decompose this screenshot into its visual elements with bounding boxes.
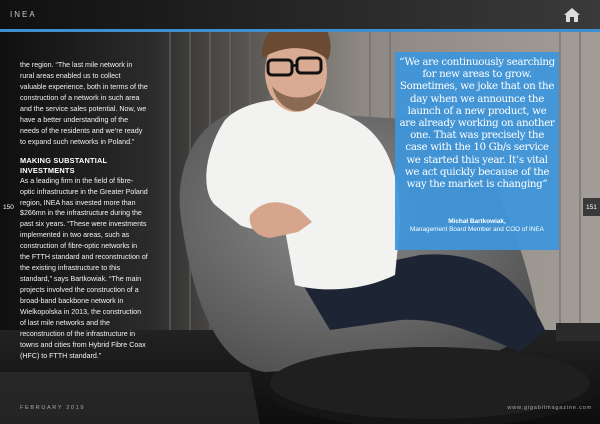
side-device bbox=[556, 323, 600, 341]
article-paragraph: the region. “The last mile network in rural areas enabled us to collect valuable experience, both in terms of the construction of a network in such area and the service sales potential. Now, we have a better understanding of the needs of the residents and we’re ready to expand such networks in Poland.” bbox=[20, 61, 148, 146]
article-paragraph: As a leading firm in the field of fibre-optic infrastructure in the Greater Poland region, INEA has invested more than $266mn in the infrastructure during the past six years. “These were investments implemented in two areas, such as construction of fibre-optic networks in the FTTH standard and reconstruction of the existing infrastructure to this standard,” says Bartkowiak. “The main projects involved the construction of a broad-band backbone network in Wielkopolska in 2013, the construction of last mile networks and the reconstruction of the infrastructure in towns and cities from Hybrid Fibre Coax (HFC) to FTTH standard.” bbox=[20, 176, 148, 360]
home-icon[interactable] bbox=[564, 8, 580, 22]
page-number-right: 151 bbox=[586, 204, 597, 211]
pull-quote-text: “We are continuously searching for new areas to grow. Sometimes, we joke that on the day when we announce the launch of a new product, we are already working on another one. That was precisely the case with the 10 Gb/s service we started this year. It’s vital we act quickly because of the way the market is changing” bbox=[399, 56, 555, 191]
top-bar bbox=[0, 0, 600, 30]
patterned-rug bbox=[0, 372, 260, 424]
section-heading: MAKING SUBSTANTIAL INVESTMENTS bbox=[20, 155, 108, 175]
magazine-brand: INEA bbox=[10, 10, 37, 19]
issue-date: FEBRUARY 2019 bbox=[20, 405, 86, 411]
quote-attribution-name: Michał Bartkowiak, bbox=[448, 218, 506, 225]
article-column bbox=[20, 60, 148, 362]
page-number-left: 150 bbox=[3, 204, 14, 211]
accent-rule bbox=[0, 29, 600, 32]
website-url[interactable]: www.gigabitmagazine.com bbox=[507, 405, 592, 411]
quote-attribution-role: Management Board Member and COO of INEA bbox=[410, 226, 544, 233]
